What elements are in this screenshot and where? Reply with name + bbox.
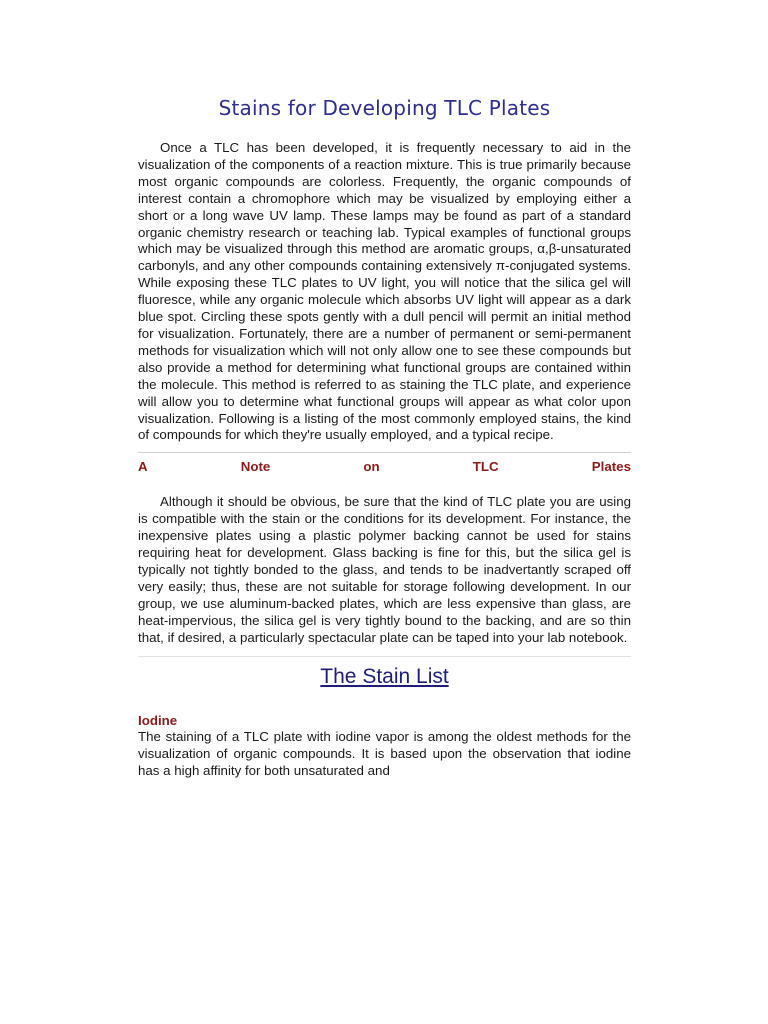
note-heading-word: Note [240, 459, 271, 475]
note-heading-word: Plates [591, 459, 631, 475]
note-heading-word: A [138, 459, 148, 475]
page-title: Stains for Developing TLC Plates [218, 96, 551, 120]
iodine-paragraph: The staining of a TLC plate with iodine vapor is among the oldest methods for the visualization of organic compounds. It is based upon the observation that iodine has a high affinity for both unsaturated and [138, 729, 631, 779]
section-divider [138, 656, 631, 657]
note-heading [138, 459, 631, 474]
note-paragraph: Although it should be obvious, be sure that the kind of TLC plate you are using is compatible with the stain or the conditions for its development. For instance, the inexpensive plates using a plastic polymer backing cannot be used for stains requiring heat for development. Glass backing is fine for this, but the silica gel is typically not tightly bonded to the glass, and tends to be inadvertantly scraped off very easily; thus, these are not suitable for storage following development. In our group, we use aluminum-backed plates, which are less expensive than glass, are heat-impervious, the silica gel is very tightly bound to the backing, and are so thin that, if desired, a particularly spectacular plate can be taped into your lab notebook. [138, 494, 631, 645]
intro-paragraph: Once a TLC has been developed, it is frequently necessary to aid in the visualization of the components of a reaction mixture. This is true primarily because most organic compounds are colorless. Frequently, the organic compounds of interest contain a chromophore which may be visualized by employing either a short or a long wave UV lamp. These lamps may be found as part of a standard organic chemistry research or teaching lab. Typical examples of functional groups which may be visualized through this method are aromatic groups, α,β-unsaturated carbonyls, and any other compounds containing extensively π-conjugated systems. While exposing these TLC plates to UV light, you will notice that the silica gel will fluoresce, while any organic molecule which absorbs UV light will appear as a dark blue spot. Circling these spots gently with a dull pencil will permit an initial method for visualization. Fortunately, there are a number of permanent or semi-permanent methods for visualization which will not only allow one to see these compounds but also provide a method for determining what functional groups are contained within the molecule. This method is referred to as staining the TLC plate, and experience will allow you to determine what functional groups will appear as what color upon visualization. Following is a listing of the most commonly employed stains, the kind of compounds for which they're usually employed, and a typical recipe. [138, 140, 631, 443]
document-page [138, 96, 631, 780]
note-heading-word: TLC [472, 459, 499, 475]
iodine-heading: Iodine [138, 713, 178, 729]
section-divider [138, 452, 631, 453]
note-heading-word: on [363, 459, 380, 475]
stain-list-title: The Stain List [320, 665, 449, 689]
